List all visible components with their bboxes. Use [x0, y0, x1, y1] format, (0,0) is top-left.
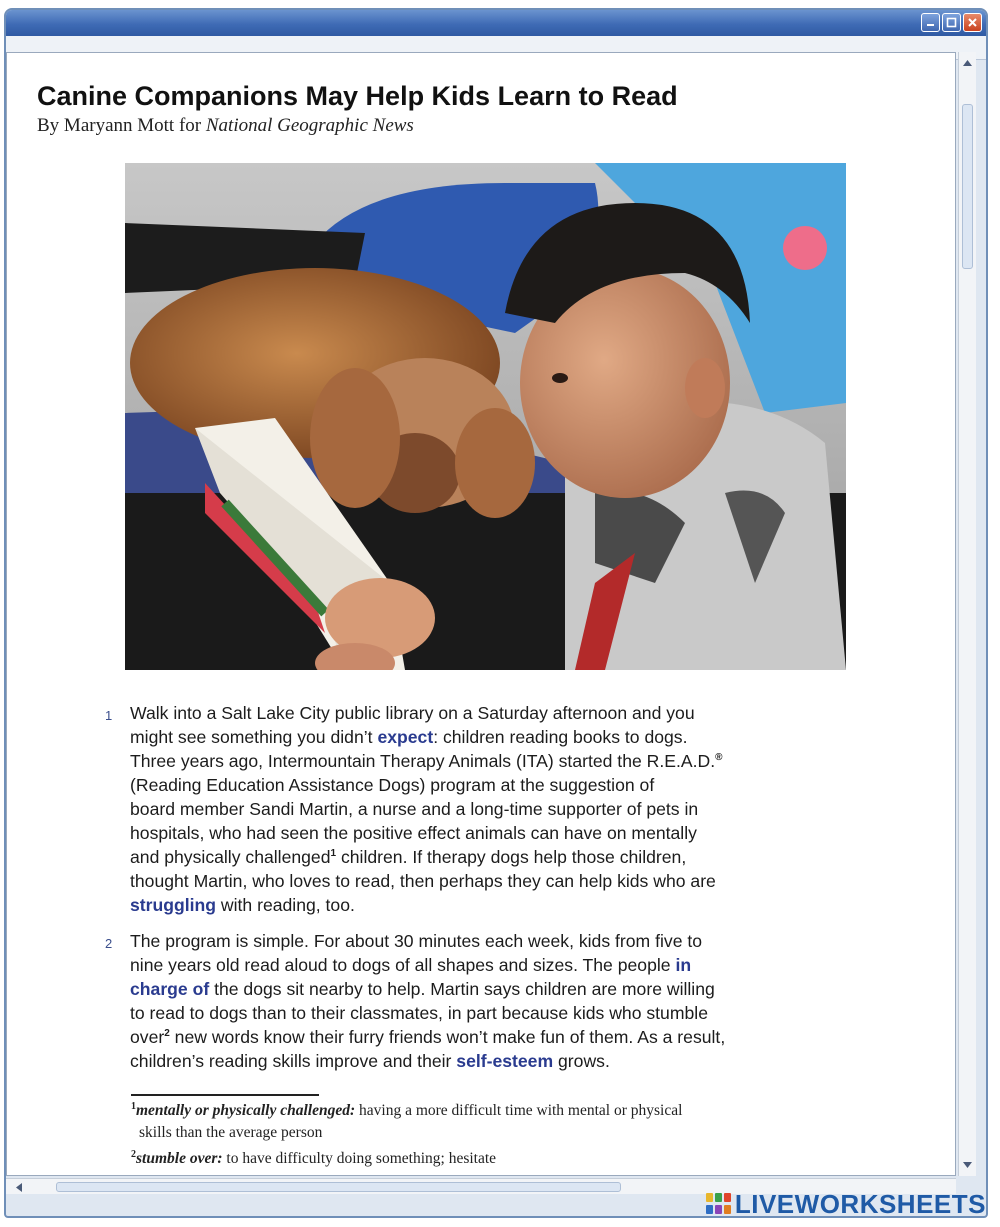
vocab-word: self-esteem — [456, 1051, 554, 1071]
text-run: : children reading books to dogs. — [433, 727, 688, 747]
paragraph-line — [130, 701, 860, 725]
text-run: Walk into a Salt Lake City public library on a Saturday afternoon and you — [130, 703, 695, 723]
chevron-left-icon — [15, 1183, 22, 1192]
paragraph-line — [130, 953, 860, 977]
text-run: to read to dogs than to their classmates, in part because kids who stumble — [130, 1003, 708, 1023]
text-run: might see something you didn’t — [130, 727, 378, 747]
paragraph-line — [130, 893, 860, 917]
vocab-word: expect — [377, 727, 434, 747]
footnote-mark: 2 — [131, 1148, 136, 1160]
text-run: hospitals, who had seen the positive effect animals can have on mentally — [130, 823, 697, 843]
paragraph-line — [130, 821, 860, 845]
minimize-button[interactable] — [921, 13, 940, 32]
footnote-definition: having a more difficult time with mental or physical — [355, 1102, 683, 1119]
byline-source: National Geographic News — [205, 115, 414, 136]
minimize-icon — [925, 17, 936, 28]
footnote-2 — [131, 1148, 851, 1170]
superscript-mark: ® — [715, 752, 723, 764]
window-controls — [921, 13, 982, 32]
footnote-divider — [131, 1094, 319, 1096]
vocab-word: in — [675, 955, 692, 975]
article-photo — [125, 163, 846, 670]
text-run: The program is simple. For about 30 minutes each week, kids from five to — [130, 931, 703, 951]
paragraph-number: 1 — [105, 708, 113, 723]
paragraph-line — [130, 1049, 860, 1073]
text-run: and physically challenged — [130, 847, 331, 867]
text-run: the dogs sit nearby to help. Martin says children are more willing — [209, 979, 715, 999]
footnote-mark: 1 — [131, 1100, 136, 1112]
text-run: Three years ago, Intermountain Therapy Animals (ITA) started the R.E.A.D. — [130, 751, 716, 771]
text-run: board member Sandi Martin, a nurse and a long-time supporter of pets in — [130, 799, 699, 819]
maximize-button[interactable] — [942, 13, 961, 32]
text-run: nine years old read aloud to dogs of all shapes and sizes. The people — [130, 955, 676, 975]
paragraph-2 — [130, 929, 860, 1073]
vocab-word: charge of — [130, 979, 210, 999]
liveworksheets-brand — [706, 1189, 986, 1219]
paragraph-line — [130, 977, 860, 1001]
photo-boy-reading-to-dog-icon — [125, 163, 846, 670]
superscript-mark: 2 — [164, 1028, 170, 1040]
footnote-definition-cont: skills than the average person — [139, 1124, 323, 1141]
paragraph-line — [130, 929, 860, 953]
paragraph-line — [130, 725, 860, 749]
vocab-word: struggling — [130, 895, 217, 915]
chevron-down-icon — [963, 1162, 972, 1169]
vertical-scrollbar[interactable] — [958, 52, 976, 1176]
page-content — [6, 52, 956, 1176]
scroll-up-button[interactable] — [961, 56, 974, 69]
article-title: Canine Companions May Help Kids Learn to Read — [37, 81, 678, 111]
brand-text: LIVEWORKSHEETS — [734, 1188, 986, 1219]
footnote-definition: to have difficulty doing something; hesitate — [222, 1150, 497, 1167]
close-icon — [967, 17, 978, 28]
maximize-icon — [946, 17, 957, 28]
close-button[interactable] — [963, 13, 982, 32]
title-bar — [6, 10, 986, 36]
paragraph-line — [130, 797, 860, 821]
footnote-term: mentally or physically challenged: — [136, 1102, 356, 1119]
text-run: children’s reading skills improve and their — [130, 1051, 457, 1071]
paragraph-number: 2 — [105, 936, 113, 951]
horizontal-scroll-thumb[interactable] — [56, 1182, 621, 1192]
paragraph-line — [130, 869, 860, 893]
text-run: children. If therapy dogs help those children, — [336, 847, 687, 867]
footnote-term: stumble over: — [136, 1150, 223, 1167]
byline-author: By Maryann Mott for — [37, 115, 206, 136]
vertical-scroll-thumb[interactable] — [962, 104, 973, 269]
chevron-up-icon — [963, 59, 972, 66]
paragraph-line — [130, 773, 860, 797]
paragraph-line — [130, 749, 860, 773]
footnote-1 — [131, 1100, 851, 1144]
liveworksheets-logo-icon — [706, 1193, 732, 1215]
scroll-left-button[interactable] — [12, 1181, 24, 1193]
paragraph-1 — [130, 701, 860, 917]
text-run: with reading, too. — [216, 895, 355, 915]
paragraph-line — [130, 1001, 860, 1025]
superscript-mark: 1 — [330, 848, 337, 860]
text-run: thought Martin, who loves to read, then perhaps they can help kids who are — [130, 871, 716, 891]
text-run: new words know their furry friends won’t make fun of them. As a result, — [169, 1027, 726, 1047]
paragraph-line — [130, 845, 860, 869]
paragraph-line — [130, 1025, 860, 1049]
scroll-down-button[interactable] — [961, 1159, 974, 1172]
text-run: over — [130, 1027, 165, 1047]
text-run: grows. — [553, 1051, 610, 1071]
text-run: (Reading Education Assistance Dogs) program at the suggestion of — [130, 775, 655, 795]
byline — [37, 115, 414, 137]
